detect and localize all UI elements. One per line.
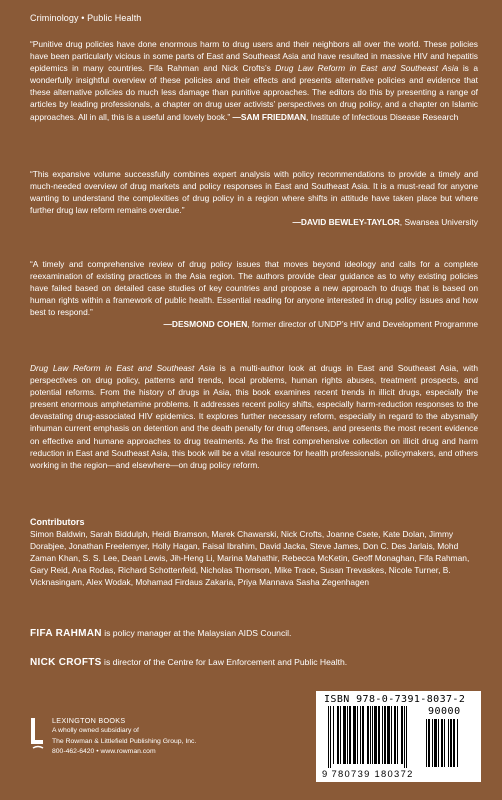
quote-text: “Punitive drug policies have done enormous harm to drug users and their neighbors all over the world. These policies have been particularly vicious in some parts of East and Southeast Asia and have resulted in massive HIV and hepatitis epidemics in many countries. Fifa Rahman and Nick Crofts’s <box>30 39 478 74</box>
quote-author: —DAVID BEWLEY-TAYLOR <box>292 217 400 228</box>
barcode-bar <box>394 706 396 764</box>
barcode-bar <box>426 719 427 767</box>
barcode-bar <box>432 719 433 767</box>
quote-attribution <box>30 318 478 330</box>
lexington-logo-icon <box>30 718 44 750</box>
publisher-contact: 800-462-6420 • www.rowman.com <box>52 747 156 755</box>
barcode-digits <box>322 768 414 779</box>
barcode-bar <box>328 706 329 768</box>
barcode-bar <box>370 706 371 764</box>
quote-affiliation: , Institute of Infectious Disease Research <box>306 111 459 122</box>
barcode-bar <box>404 706 405 768</box>
quote-author: —DESMOND COHEN <box>163 319 248 330</box>
barcode-digit-group: 180372 <box>374 768 414 779</box>
barcode-bar <box>406 706 407 768</box>
barcode-bar <box>401 706 403 764</box>
barcode-bar <box>387 706 390 764</box>
barcode-bar <box>367 706 369 764</box>
barcode-bar <box>343 706 346 764</box>
barcode-bar <box>448 719 449 767</box>
contributors-heading: Contributors <box>30 517 85 527</box>
quote-author: —SAM FRIEDMAN <box>232 111 307 122</box>
barcode-digit-group: 780739 <box>331 768 371 779</box>
ean-barcode-bars <box>328 706 420 768</box>
barcode-bar <box>384 706 386 764</box>
barcode-bar <box>444 719 445 767</box>
barcode-bar <box>349 706 351 764</box>
barcode-bar <box>372 706 373 764</box>
barcode-bar <box>374 706 377 764</box>
bio-name: NICK CROFTS <box>30 657 102 668</box>
barcode-bar <box>340 706 341 764</box>
bio-text: is director of the Centre for Law Enforcement and Public Health. <box>101 657 348 667</box>
barcode-bar <box>441 719 443 767</box>
quote-text: “This expansive volume successfully combines expert analysis with policy recommendations to provide a timely and much-needed overview of drug markets and policy responses in East and Southeast Asia. It is a must-read for anyone wanting to understand the complexities of drug policy in a region where shifts in attitude have taken place but where further drug law reform remains overdue.” <box>30 169 478 216</box>
barcode-bar <box>378 706 380 764</box>
barcode-bar <box>337 706 339 764</box>
barcode-bar <box>382 706 383 764</box>
barcode-bar <box>457 719 458 767</box>
barcode-bar <box>428 719 430 767</box>
bio-name: FIFA RAHMAN <box>30 628 102 639</box>
barcode-bar <box>438 719 439 767</box>
book-title-italic: Drug Law Reform in East and Southeast Asia <box>30 363 216 373</box>
quote-text: “A timely and comprehensive review of drug policy issues that moves beyond ideology and calls for a complete reexamination of existing practices in the Asia region. The authors provide clear guidance as to why existing policies have failed based on detailed case studies of key countries and propose a new approach to drugs that is based on human rights within a framework of public health. Essential reading for anyone interested in drug policy issues and how best to respond.” <box>30 259 478 318</box>
book-description <box>30 362 478 471</box>
barcode-bar <box>330 706 331 768</box>
barcode-bar <box>357 706 358 764</box>
barcode-bar <box>453 719 455 767</box>
publisher-text <box>52 716 292 757</box>
barcode-bar <box>362 706 364 764</box>
barcode-lead-digit: 9 <box>322 768 329 779</box>
addon-barcode-bars <box>426 719 476 769</box>
bio-text: is policy manager at the Malaysian AIDS Council. <box>101 628 292 638</box>
publisher-line: The Rowman & Littlefield Publishing Group, Inc. <box>52 737 197 745</box>
barcode-bar <box>353 706 356 764</box>
barcode-bar <box>360 706 361 764</box>
category-label: Criminology • Public Health <box>30 13 142 23</box>
bio-fifa-rahman <box>30 627 478 640</box>
quote-text-cont: is a wonderfully insightful overview of these policies and their effects and presents alternative policies and evidence that these alternative policies do much less damage than punitive approaches. The editors do this by presenting a range of articles by leading professionals, a chapter on drug user activists’ perspectives on drug policy, and a chapter on Islamic approaches. All in all, this is a useful and lovely book.” <box>30 63 478 122</box>
quote-affiliation: , Swansea University <box>399 217 478 228</box>
quote-bewley-taylor <box>30 168 478 228</box>
barcode-bar <box>391 706 392 764</box>
publisher-line: A wholly owned subsidiary of <box>52 727 139 735</box>
bio-nick-crofts <box>30 656 478 669</box>
price-code: 90000 <box>428 706 461 717</box>
quote-cohen <box>30 258 478 331</box>
barcode-bar <box>434 719 437 767</box>
contributors-list: Simon Baldwin, Sarah Biddulph, Heidi Bramson, Marek Chawarski, Nick Crofts, Joanne Csete, Kate Dolan, Jimmy Dorabjee, Jonathan Freelemyer, Holly Hagan, Faisal Ibrahim, David Jacka, Steve James, Don C. Des Jarlais, Mohd Zaman Khan, S. S. Lee, Dean Lewis, Jih-Heng Li, Marina Mahathir, Rebecca McKetin, Geoff Monaghan, Fifa Rahman, Gary Reid, Ana Rodas, Richard Schottenfeld, Nicholas Thomson, Mike Trace, Susan Trevaskes, Nicole Turner, B. Vicknasingam, Alex Wodak, Mohamad Firdaus Zakaria, Priya Mannava Sasha Zegenhagen <box>30 529 470 588</box>
quote-affiliation: , former director of UNDP’s HIV and Development Programme <box>247 319 478 330</box>
publisher-block <box>30 714 270 784</box>
description-text: is a multi-author look at drugs in East and Southeast Asia, with perspectives on drug policy, patterns and trends, local problems, human rights abuses, treatment prospects, and potential reforms. From the history of drugs in Asia, this book examines recent trends in illicit drugs, especially the present enormous amphetamine problems. It addresses recent policy shifts, especially harm-reduction responses to the devastating drug-associated HIV epidemics. It explores further necessary reform, especially in regard to the abysmally inhuman current emphasis on detention and the death penalty for drug offenses, and presents the most recent evidence on effective and humane approaches to drug treatments. As the first comprehensive collection on illicit drug and harm reduction in East and Southeast Asia, this book will be a vital resource for health professionals, policymakers, and others working in the region—and elsewhere—on drug policy reform. <box>30 363 478 470</box>
isbn-barcode <box>316 691 481 782</box>
barcode-bar <box>333 706 334 764</box>
quote-friedman <box>30 38 478 123</box>
isbn-number: ISBN 978-0-7391-8037-2 <box>324 694 466 705</box>
book-title-italic: Drug Law Reform in East and Southeast Asia <box>275 63 459 74</box>
barcode-bar <box>347 706 348 764</box>
publisher-name: LEXINGTON BOOKS <box>52 716 126 725</box>
barcode-bar <box>397 706 398 764</box>
quote-attribution <box>30 216 478 228</box>
barcode-bar <box>450 719 452 767</box>
